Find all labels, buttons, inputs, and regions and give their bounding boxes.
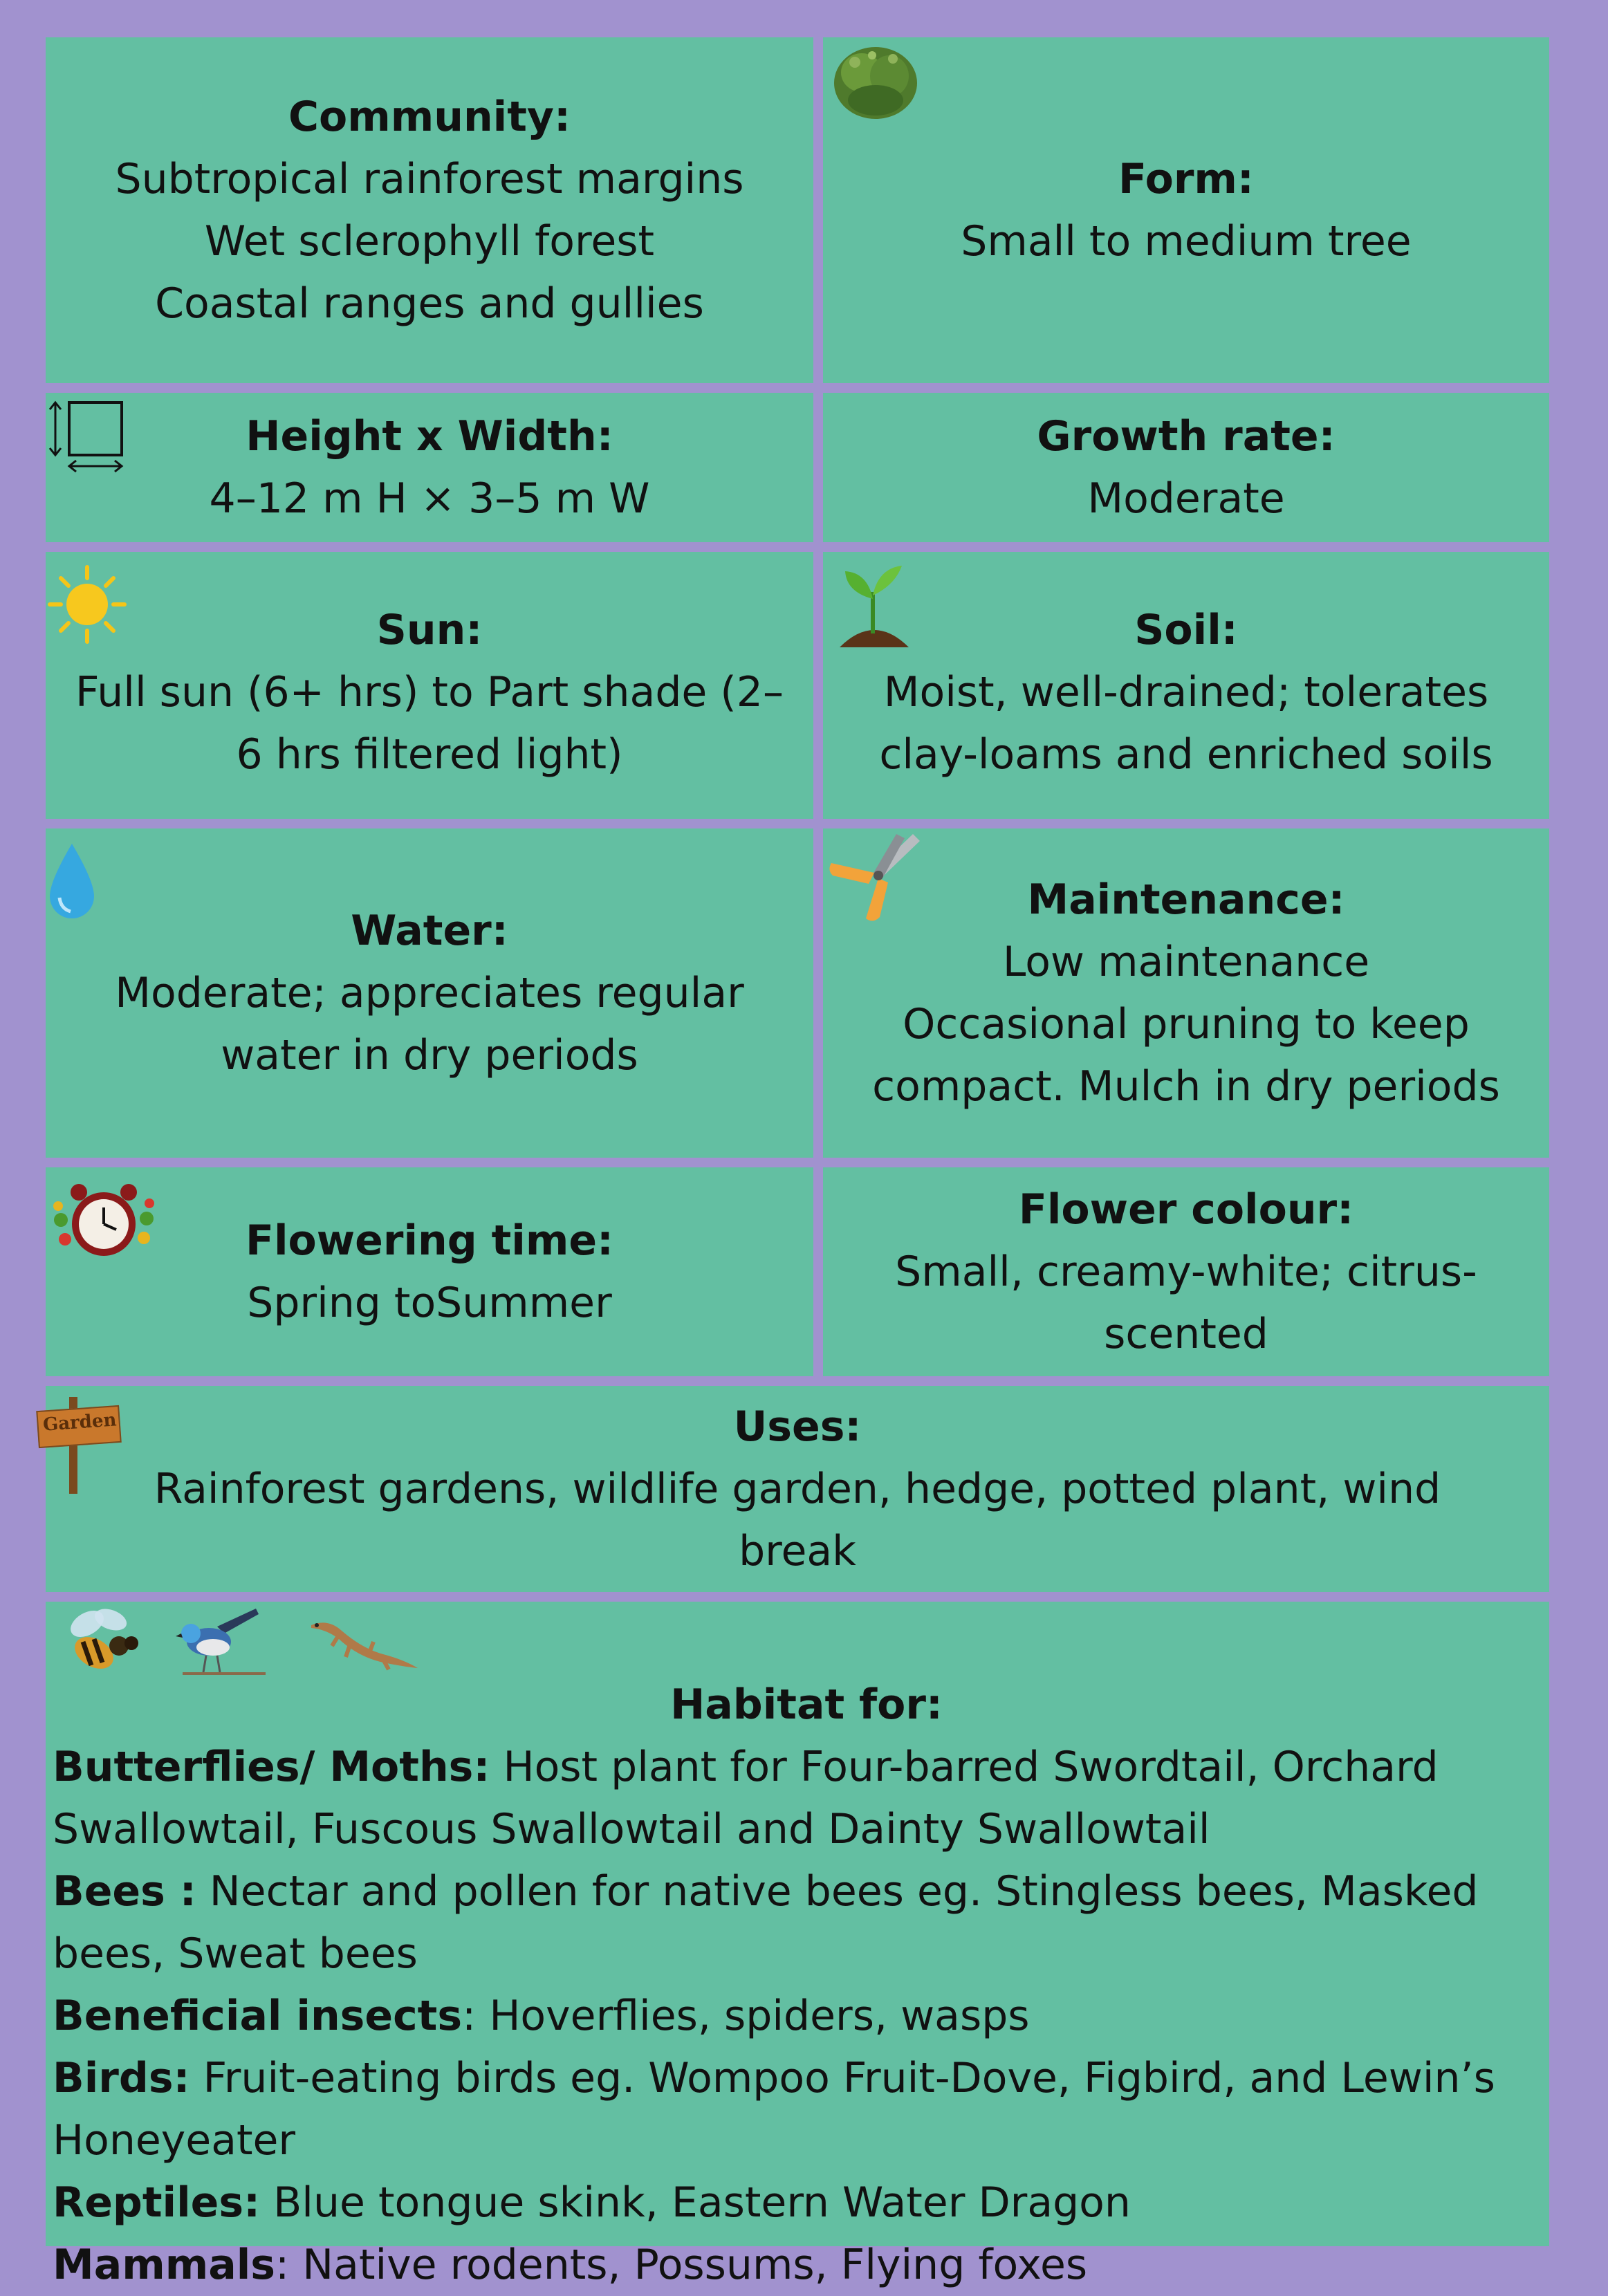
sun-icon — [46, 563, 129, 646]
water-drop-icon — [46, 840, 98, 923]
size-title: Height x Width: — [246, 412, 613, 461]
flowering-value: Spring toSummer — [247, 1279, 612, 1327]
water-value: Moderate; appreciates regular water in dry periods — [115, 969, 744, 1080]
maintenance-title: Maintenance: — [1027, 876, 1345, 924]
size-value: 4–12 m H × 3–5 m W — [209, 474, 650, 523]
habitat-text: Blue tongue skink, Eastern Water Dragon — [260, 2178, 1131, 2227]
garden-sign-icon — [37, 1397, 120, 1494]
habitat-label: Reptiles: — [53, 2178, 261, 2227]
pruning-shears-icon — [824, 828, 925, 925]
sun-value: Full sun (6+ hrs) to Part shade (2–6 hrs filtered light) — [75, 668, 784, 779]
habitat-item-bees — [53, 1860, 1560, 1985]
form-card — [823, 37, 1549, 383]
sun-title: Sun: — [376, 606, 483, 654]
flower-colour-title: Flower colour: — [1018, 1185, 1354, 1234]
alarm-clock-flowers-icon — [48, 1181, 159, 1264]
habitat-label: Mammals — [53, 2241, 276, 2289]
habitat-text: : Native rodents, Possums, Flying foxes — [275, 2241, 1088, 2289]
habitat-item-reptiles — [53, 2172, 1560, 2234]
flower-colour-card — [823, 1167, 1549, 1376]
habitat-text: Host plant for Four-barred Swordtail, Orchard Swallowtail, Fuscous Swallowtail and Dainty Swallowtail — [53, 1743, 1439, 1853]
community-line: Coastal ranges and gullies — [155, 279, 704, 328]
habitat-text: Fruit-eating birds eg. Wompoo Fruit-Dove, Figbird, and Lewin’s Honeyeater — [53, 2054, 1495, 2165]
uses-card — [46, 1386, 1549, 1592]
habitat-list — [53, 1674, 1560, 2296]
seedling-icon — [833, 557, 916, 651]
soil-title: Soil: — [1134, 606, 1238, 654]
maintenance-line: Occasional pruning to keep compact. Mulch in dry periods — [872, 1000, 1500, 1111]
flower-colour-value: Small, creamy-white; citrus-scented — [895, 1248, 1477, 1358]
fairy-wren-icon — [176, 1606, 268, 1679]
habitat-item-birds — [53, 2047, 1560, 2172]
size-card — [46, 393, 813, 542]
flowering-card — [46, 1167, 813, 1376]
habitat-item-mammals — [53, 2234, 1560, 2296]
growth-value: Moderate — [1087, 474, 1285, 523]
maintenance-line: Low maintenance — [1002, 938, 1370, 986]
maintenance-card — [823, 828, 1549, 1158]
form-value: Small to medium tree — [961, 217, 1412, 266]
lizard-icon — [307, 1611, 422, 1678]
growth-title: Growth rate: — [1037, 412, 1336, 461]
community-title: Community: — [288, 93, 571, 141]
community-line: Subtropical rainforest margins — [115, 155, 744, 203]
habitat-title: Habitat for: — [670, 1681, 943, 1729]
habitat-label: Birds: — [53, 2054, 190, 2102]
shrub-icon — [827, 35, 921, 124]
dimensions-icon — [44, 397, 127, 477]
habitat-label: Butterflies/ Moths: — [53, 1743, 490, 1791]
water-title: Water: — [351, 907, 508, 955]
community-card — [46, 37, 813, 383]
habitat-text: : Hoverflies, spiders, wasps — [462, 1992, 1030, 2040]
sun-card — [46, 552, 813, 819]
form-title: Form: — [1118, 155, 1254, 203]
habitat-item-beneficial-insects — [53, 1985, 1560, 2047]
community-line: Wet sclerophyll forest — [204, 217, 655, 266]
habitat-label: Bees : — [53, 1867, 196, 1916]
soil-value: Moist, well-drained; tolerates clay-loams and enriched soils — [879, 668, 1493, 779]
soil-card — [823, 552, 1549, 819]
garden-sign-text: Garden — [42, 1409, 118, 1436]
uses-value: Rainforest gardens, wildlife garden, hedge, potted plant, wind break — [154, 1465, 1441, 1575]
habitat-item-butterflies — [53, 1736, 1560, 1860]
uses-title: Uses: — [733, 1402, 862, 1451]
bee-icon — [59, 1603, 142, 1681]
habitat-text: Nectar and pollen for native bees eg. Stingless bees, Masked bees, Sweat bees — [53, 1867, 1479, 1978]
flowering-title: Flowering time: — [245, 1216, 614, 1265]
water-card — [46, 828, 813, 1158]
habitat-label: Beneficial insects — [53, 1992, 463, 2040]
growth-card — [823, 393, 1549, 542]
